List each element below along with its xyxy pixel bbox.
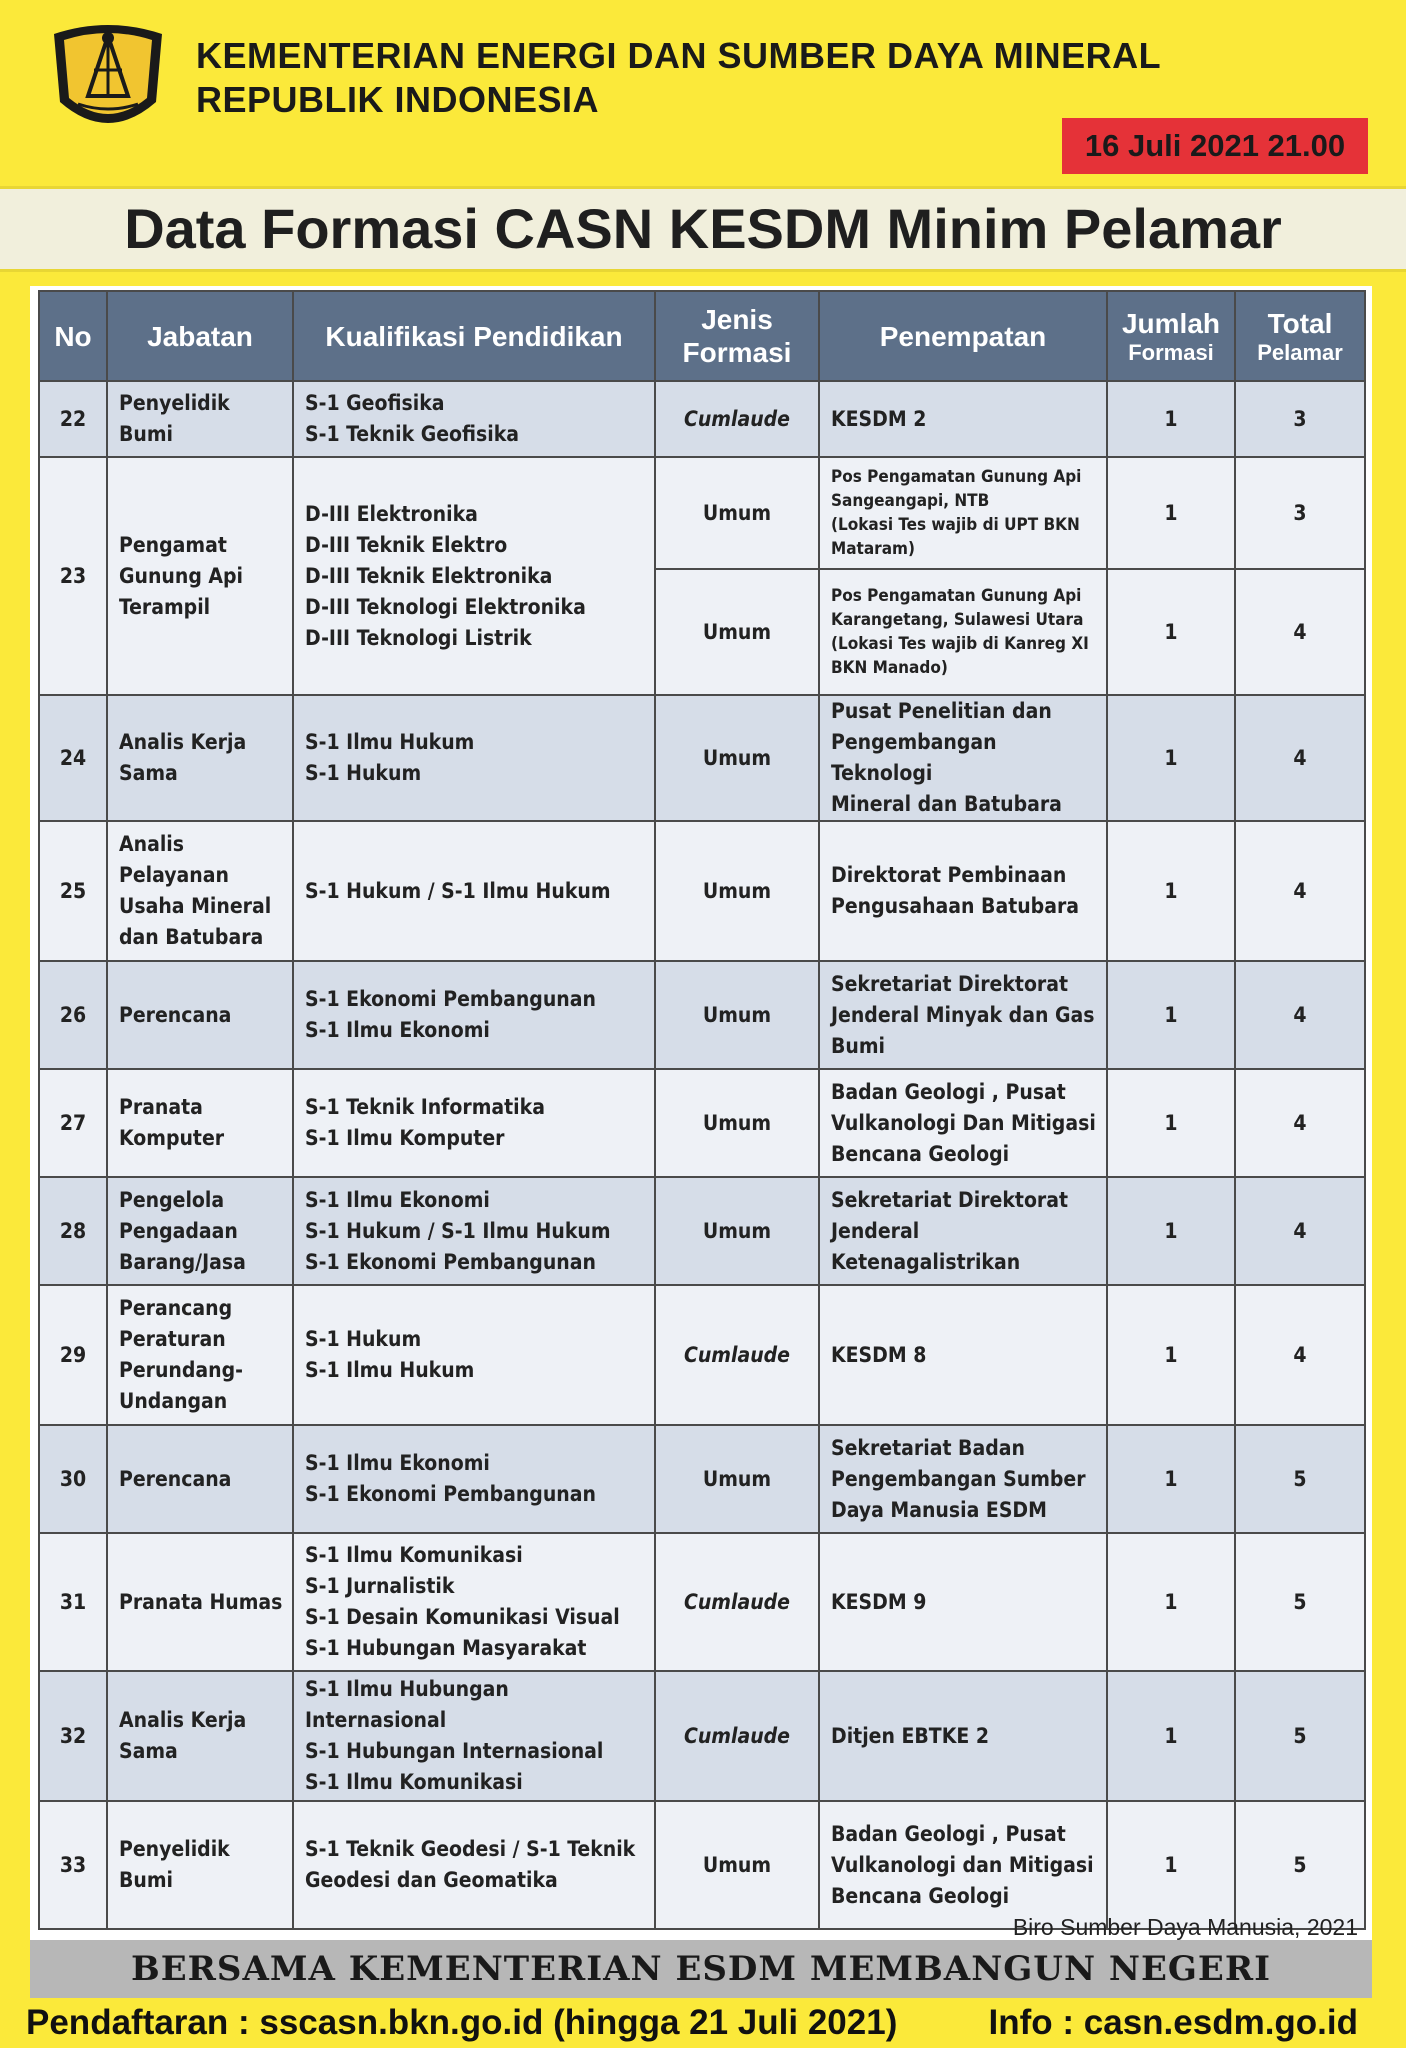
cell-kualifikasi — [293, 695, 655, 821]
cell-penempatan-line: Direktorat Pembinaan — [831, 863, 1067, 887]
cell-jenis-formasi-line: Cumlaude — [683, 1342, 790, 1367]
table-row — [39, 821, 1365, 961]
cell-penempatan-line: Sekretariat Badan — [831, 1435, 1025, 1460]
cell-jabatan-line: Perundang- — [119, 1358, 243, 1382]
cell-jabatan-line: Barang/Jasa — [119, 1249, 246, 1274]
cell-kualifikasi — [293, 961, 655, 1069]
cell-jenis-formasi-line: Umum — [702, 1110, 772, 1135]
header-jenis-formasi: Jenis Formasi — [655, 291, 819, 381]
cell-penempatan-line: KESDM 9 — [831, 1589, 927, 1614]
cell-kualifikasi — [293, 1069, 655, 1177]
cell-kualifikasi-line: S-1 Hukum / S-1 Ilmu Hukum — [305, 1218, 611, 1243]
cell-penempatan-line: Mataram) — [831, 539, 915, 559]
cell-jumlah-formasi — [1107, 457, 1235, 569]
cell-total-pelamar-line: 5 — [1293, 1466, 1307, 1491]
cell-kualifikasi-line: S-1 Ilmu Hukum — [305, 730, 475, 754]
cell-jabatan-line: Bumi — [119, 1868, 174, 1892]
cell-no — [39, 961, 107, 1069]
cell-no — [39, 1801, 107, 1929]
cell-total-pelamar-line: 3 — [1293, 500, 1307, 525]
cell-no-line: 31 — [59, 1589, 87, 1614]
header-kualifikasi: Kualifikasi Pendidikan — [293, 291, 655, 381]
cell-jabatan — [107, 695, 293, 821]
cell-kualifikasi — [293, 457, 655, 695]
cell-jabatan-line: Pranata Humas — [119, 1589, 283, 1614]
cell-kualifikasi-line: S-1 Jurnalistik — [305, 1574, 455, 1598]
cell-kualifikasi — [293, 381, 655, 457]
cell-total-pelamar-line: 5 — [1293, 1852, 1307, 1877]
table-panel — [30, 286, 1372, 1940]
cell-jumlah-formasi — [1107, 1533, 1235, 1671]
cell-jumlah-formasi — [1107, 961, 1235, 1069]
cell-jabatan-line: Bumi — [119, 422, 174, 446]
cell-jumlah-formasi — [1107, 821, 1235, 961]
cell-jenis-formasi-line: Umum — [702, 745, 772, 770]
cell-kualifikasi — [293, 821, 655, 961]
cell-jabatan-line: Perancang — [119, 1296, 233, 1320]
cell-jabatan — [107, 381, 293, 457]
cell-total-pelamar — [1235, 1177, 1365, 1285]
cell-total-pelamar-line: 4 — [1293, 878, 1307, 903]
cell-total-pelamar-line: 3 — [1293, 406, 1307, 431]
cell-total-pelamar — [1235, 1069, 1365, 1177]
cell-kualifikasi-line: S-1 Ilmu Ekonomi — [305, 1018, 490, 1042]
cell-penempatan-line: Badan Geologi , Pusat — [831, 1821, 1066, 1846]
table-row — [39, 1425, 1365, 1533]
info-link: Info : casn.esdm.go.id — [988, 2003, 1358, 2042]
cell-jabatan-line: Pengelola — [119, 1187, 225, 1212]
cell-jabatan — [107, 1285, 293, 1425]
cell-penempatan — [819, 457, 1107, 569]
table-row — [39, 457, 1365, 569]
ministry-name — [196, 34, 1161, 122]
cell-jumlah-formasi-line: 1 — [1164, 745, 1178, 770]
cell-penempatan — [819, 961, 1107, 1069]
cell-penempatan-line: Sekretariat Direktorat — [831, 1187, 1069, 1212]
cell-kualifikasi-line: S-1 Ilmu Hukum — [305, 1358, 475, 1382]
cell-penempatan-line: KESDM 8 — [831, 1342, 927, 1367]
cell-jabatan-line: Sama — [119, 761, 178, 785]
cell-jenis-formasi-line: Umum — [702, 878, 772, 903]
cell-penempatan — [819, 1533, 1107, 1671]
cell-jumlah-formasi — [1107, 695, 1235, 821]
cell-jumlah-formasi — [1107, 1285, 1235, 1425]
cell-kualifikasi-line: S-1 Ilmu Komunikasi — [305, 1543, 523, 1567]
cell-jenis-formasi-line: Umum — [702, 500, 772, 525]
cell-total-pelamar — [1235, 1425, 1365, 1533]
cell-kualifikasi-line: S-1 Teknik Informatika — [305, 1095, 545, 1119]
cell-jabatan — [107, 1801, 293, 1929]
cell-penempatan-line: Badan Geologi , Pusat — [831, 1079, 1066, 1104]
cell-total-pelamar — [1235, 1671, 1365, 1801]
header-penempatan: Penempatan — [819, 291, 1107, 381]
table-row — [39, 961, 1365, 1069]
header-jumlah-formasi: Jumlah Formasi — [1107, 291, 1235, 381]
cell-no-line: 22 — [59, 406, 87, 431]
cell-penempatan — [819, 1425, 1107, 1533]
cell-jenis-formasi-line: Umum — [702, 619, 772, 644]
table-row — [39, 1671, 1365, 1801]
cell-penempatan-line: Pusat Penelitian dan — [831, 699, 1052, 723]
cell-jumlah-formasi — [1107, 1069, 1235, 1177]
cell-total-pelamar — [1235, 381, 1365, 457]
formation-table — [38, 290, 1366, 1930]
cell-no — [39, 457, 107, 695]
cell-jenis-formasi — [655, 1801, 819, 1929]
cell-jabatan-line: Penyelidik — [119, 1837, 230, 1861]
cell-total-pelamar — [1235, 457, 1365, 569]
cell-jabatan — [107, 961, 293, 1069]
cell-jabatan-line: Peraturan — [119, 1327, 226, 1351]
slogan-bar: BERSAMA KEMENTERIAN ESDM MEMBANGUN NEGERI — [30, 1940, 1372, 1998]
cell-no — [39, 821, 107, 961]
cell-kualifikasi-line: S-1 Ilmu Komputer — [305, 1126, 505, 1150]
cell-jenis-formasi — [655, 1533, 819, 1671]
esdm-logo-icon — [44, 14, 172, 142]
cell-no-line: 24 — [59, 745, 87, 770]
table-row — [39, 1801, 1365, 1929]
cell-jenis-formasi-line: Umum — [702, 1466, 772, 1491]
cell-jabatan — [107, 1671, 293, 1801]
cell-jumlah-formasi — [1107, 1425, 1235, 1533]
cell-no-line: 27 — [59, 1110, 87, 1135]
page-title: Data Formasi CASN KESDM Minim Pelamar — [124, 197, 1282, 260]
cell-penempatan — [819, 1177, 1107, 1285]
cell-penempatan-line: Daya Manusia ESDM — [831, 1497, 1047, 1522]
cell-no — [39, 1425, 107, 1533]
cell-kualifikasi-line: S-1 Hukum — [305, 1327, 422, 1351]
cell-kualifikasi-line: D-III Elektronika — [305, 501, 478, 526]
cell-jabatan-line: Undangan — [119, 1389, 228, 1413]
cell-total-pelamar-line: 4 — [1293, 1002, 1307, 1027]
cell-jumlah-formasi — [1107, 1801, 1235, 1929]
cell-penempatan-line: Jenderal Minyak dan Gas — [831, 1002, 1095, 1027]
cell-penempatan-line: Jenderal — [831, 1218, 920, 1243]
cell-jumlah-formasi-line: 1 — [1164, 1589, 1178, 1614]
table-row — [39, 695, 1365, 821]
cell-jenis-formasi — [655, 821, 819, 961]
cell-total-pelamar — [1235, 1285, 1365, 1425]
cell-total-pelamar-line: 4 — [1293, 745, 1307, 770]
cell-jenis-formasi — [655, 1285, 819, 1425]
cell-jenis-formasi — [655, 569, 819, 695]
cell-kualifikasi-line: S-1 Ekonomi Pembangunan — [305, 1249, 596, 1274]
cell-no-line: 26 — [59, 1002, 87, 1027]
cell-jenis-formasi — [655, 457, 819, 569]
cell-kualifikasi — [293, 1801, 655, 1929]
cell-kualifikasi-line: D-III Teknologi Elektronika — [305, 594, 586, 619]
cell-jabatan-line: Analis Kerja — [119, 1708, 247, 1732]
cell-total-pelamar — [1235, 1533, 1365, 1671]
cell-no — [39, 1533, 107, 1671]
cell-penempatan-line: (Lokasi Tes wajib di Kanreg XI — [831, 634, 1089, 654]
cell-no-line: 28 — [59, 1218, 87, 1243]
cell-penempatan — [819, 1671, 1107, 1801]
cell-jumlah-formasi-line: 1 — [1164, 406, 1178, 431]
cell-jabatan-line: Sama — [119, 1739, 178, 1763]
cell-penempatan-line: Ditjen EBTKE 2 — [831, 1723, 989, 1748]
cell-no — [39, 381, 107, 457]
cell-jabatan-line: Gunung Api — [119, 563, 244, 588]
cell-no — [39, 1069, 107, 1177]
table-row — [39, 1533, 1365, 1671]
cell-penempatan — [819, 821, 1107, 961]
cell-kualifikasi-line: S-1 Hukum — [305, 761, 422, 785]
cell-no-line: 25 — [59, 878, 87, 903]
ministry-line2: REPUBLIK INDONESIA — [196, 79, 600, 120]
cell-kualifikasi-line: D-III Teknologi Listrik — [305, 625, 532, 650]
cell-jenis-formasi-line: Umum — [702, 1002, 772, 1027]
cell-no-line: 29 — [59, 1342, 87, 1367]
cell-kualifikasi-line: S-1 Hubungan Masyarakat — [305, 1636, 587, 1660]
table-row — [39, 1069, 1365, 1177]
cell-kualifikasi — [293, 1177, 655, 1285]
cell-penempatan-line: (Lokasi Tes wajib di UPT BKN — [831, 515, 1080, 535]
cell-total-pelamar — [1235, 569, 1365, 695]
cell-jumlah-formasi-line: 1 — [1164, 1723, 1178, 1748]
table-body — [39, 381, 1365, 1929]
cell-penempatan-line: Pengusahaan Batubara — [831, 894, 1080, 918]
cell-penempatan-line: Sekretariat Direktorat — [831, 971, 1069, 996]
cell-no-line: 33 — [59, 1852, 87, 1877]
cell-total-pelamar-line: 4 — [1293, 1218, 1307, 1243]
cell-jumlah-formasi-line: 1 — [1164, 619, 1178, 644]
cell-kualifikasi-line: S-1 Teknik Geodesi / S-1 Teknik — [305, 1837, 636, 1861]
cell-total-pelamar-line: 4 — [1293, 1110, 1307, 1135]
cell-jabatan-line: Analis Kerja — [119, 730, 247, 754]
cell-penempatan-line: Pengembangan Teknologi — [831, 730, 997, 785]
cell-penempatan — [819, 381, 1107, 457]
cell-jabatan-line: Usaha Mineral — [119, 894, 272, 918]
cell-penempatan — [819, 1285, 1107, 1425]
cell-jumlah-formasi-line: 1 — [1164, 500, 1178, 525]
header-no: No — [39, 291, 107, 381]
cell-total-pelamar — [1235, 1801, 1365, 1929]
cell-jabatan — [107, 1425, 293, 1533]
cell-jumlah-formasi — [1107, 569, 1235, 695]
cell-no — [39, 1285, 107, 1425]
cell-jumlah-formasi-line: 1 — [1164, 1110, 1178, 1135]
cell-jumlah-formasi — [1107, 381, 1235, 457]
cell-penempatan-line: Ketenagalistrikan — [831, 1249, 1021, 1274]
cell-total-pelamar-line: 5 — [1293, 1723, 1307, 1748]
cell-jenis-formasi-line: Umum — [702, 1218, 772, 1243]
cell-penempatan-line: Pos Pengamatan Gunung Api — [831, 586, 1082, 606]
cell-jumlah-formasi — [1107, 1177, 1235, 1285]
cell-penempatan-line: Bumi — [831, 1033, 886, 1058]
cell-penempatan-line: Karangetang, Sulawesi Utara — [831, 610, 1084, 630]
cell-kualifikasi-line: S-1 Hubungan Internasional — [305, 1739, 604, 1763]
cell-jenis-formasi — [655, 1671, 819, 1801]
cell-penempatan-line: Sangeangapi, NTB — [831, 491, 990, 511]
cell-jumlah-formasi-line: 1 — [1164, 878, 1178, 903]
cell-total-pelamar — [1235, 821, 1365, 961]
cell-kualifikasi-line: S-1 Ilmu Hubungan Internasional — [305, 1677, 509, 1732]
table-row — [39, 381, 1365, 457]
cell-penempatan-line: Pos Pengamatan Gunung Api — [831, 467, 1082, 487]
cell-penempatan — [819, 695, 1107, 821]
cell-total-pelamar — [1235, 695, 1365, 821]
cell-no — [39, 695, 107, 821]
cell-jabatan — [107, 457, 293, 695]
cell-jabatan-line: Perencana — [119, 1466, 232, 1491]
cell-penempatan-line: Bencana Geologi — [831, 1141, 1010, 1166]
cell-jenis-formasi — [655, 381, 819, 457]
cell-jumlah-formasi-line: 1 — [1164, 1002, 1178, 1027]
cell-jumlah-formasi-line: 1 — [1164, 1342, 1178, 1367]
cell-jenis-formasi — [655, 1425, 819, 1533]
cell-jabatan — [107, 1177, 293, 1285]
cell-jumlah-formasi — [1107, 1671, 1235, 1801]
cell-penempatan — [819, 1069, 1107, 1177]
cell-kualifikasi — [293, 1533, 655, 1671]
cell-total-pelamar-line: 5 — [1293, 1589, 1307, 1614]
cell-kualifikasi-line: S-1 Ekonomi Pembangunan — [305, 987, 596, 1011]
cell-no-line: 23 — [59, 563, 87, 588]
cell-no — [39, 1177, 107, 1285]
cell-jabatan-line: dan Batubara — [119, 925, 264, 949]
cell-kualifikasi-line: D-III Teknik Elektronika — [305, 563, 553, 588]
cell-kualifikasi-line: S-1 Ekonomi Pembangunan — [305, 1482, 596, 1506]
cell-jenis-formasi-line: Cumlaude — [683, 1589, 790, 1614]
header-total-pelamar: Total Pelamar — [1235, 291, 1365, 381]
cell-jabatan-line: Terampil — [119, 594, 211, 619]
cell-jenis-formasi-line: Cumlaude — [683, 1723, 790, 1748]
cell-penempatan-line: BKN Manado) — [831, 658, 948, 678]
cell-no-line: 32 — [59, 1723, 87, 1748]
cell-kualifikasi-line: D-III Teknik Elektro — [305, 532, 508, 557]
cell-no-line: 30 — [59, 1466, 87, 1491]
cell-jumlah-formasi-line: 1 — [1164, 1852, 1178, 1877]
source-note: Biro Sumber Daya Manusia, 2021 — [1012, 1914, 1358, 1940]
cell-penempatan — [819, 1801, 1107, 1929]
cell-jabatan-line: Pelayanan — [119, 863, 229, 887]
cell-penempatan-line: Bencana Geologi — [831, 1883, 1010, 1908]
cell-jenis-formasi — [655, 1069, 819, 1177]
cell-penempatan-line: Vulkanologi dan Mitigasi — [831, 1852, 1094, 1877]
cell-no — [39, 1671, 107, 1801]
cell-kualifikasi-line: S-1 Geofisika — [305, 391, 445, 415]
cell-kualifikasi-line: S-1 Ilmu Komunikasi — [305, 1770, 523, 1794]
cell-total-pelamar-line: 4 — [1293, 619, 1307, 644]
title-bar — [0, 186, 1406, 272]
cell-kualifikasi-line: S-1 Teknik Geofisika — [305, 422, 520, 446]
cell-kualifikasi — [293, 1425, 655, 1533]
ministry-line1: KEMENTERIAN ENERGI DAN SUMBER DAYA MINERAL — [196, 35, 1162, 76]
cell-jabatan — [107, 1533, 293, 1671]
cell-jabatan-line: Komputer — [119, 1126, 225, 1150]
cell-jumlah-formasi-line: 1 — [1164, 1218, 1178, 1243]
cell-jenis-formasi — [655, 961, 819, 1069]
cell-penempatan-line: Pengembangan Sumber — [831, 1466, 1086, 1491]
header-jabatan: Jabatan — [107, 291, 293, 381]
cell-jabatan-line: Pranata — [119, 1095, 203, 1119]
cell-total-pelamar — [1235, 961, 1365, 1069]
cell-kualifikasi-line: S-1 Ilmu Ekonomi — [305, 1451, 490, 1475]
date-badge: 16 Juli 2021 21.00 — [1062, 118, 1368, 174]
registration-info: Pendaftaran : sscasn.bkn.go.id (hingga 21 Juli 2021) — [26, 2003, 898, 2042]
table-row — [39, 1177, 1365, 1285]
cell-jabatan — [107, 821, 293, 961]
cell-kualifikasi-line: S-1 Ilmu Ekonomi — [305, 1187, 490, 1212]
cell-jabatan-line: Pengadaan — [119, 1218, 238, 1243]
cell-kualifikasi — [293, 1285, 655, 1425]
table-header-row — [39, 291, 1365, 381]
cell-jenis-formasi-line: Cumlaude — [683, 406, 790, 431]
cell-jabatan-line: Pengamat — [119, 532, 227, 557]
cell-jabatan-line: Perencana — [119, 1002, 232, 1027]
cell-kualifikasi-line: S-1 Hukum / S-1 Ilmu Hukum — [305, 878, 611, 903]
cell-kualifikasi-line: S-1 Desain Komunikasi Visual — [305, 1605, 620, 1629]
cell-jenis-formasi — [655, 695, 819, 821]
cell-jenis-formasi — [655, 1177, 819, 1285]
cell-jenis-formasi-line: Umum — [702, 1852, 772, 1877]
cell-kualifikasi — [293, 1671, 655, 1801]
cell-jabatan — [107, 1069, 293, 1177]
cell-penempatan — [819, 569, 1107, 695]
cell-jabatan-line: Penyelidik — [119, 391, 230, 415]
cell-penempatan-line: KESDM 2 — [831, 406, 927, 431]
cell-total-pelamar-line: 4 — [1293, 1342, 1307, 1367]
cell-jumlah-formasi-line: 1 — [1164, 1466, 1178, 1491]
cell-penempatan-line: Mineral dan Batubara — [831, 792, 1062, 816]
cell-kualifikasi-line: Geodesi dan Geomatika — [305, 1868, 558, 1892]
table-row — [39, 1285, 1365, 1425]
cell-penempatan-line: Vulkanologi Dan Mitigasi — [831, 1110, 1096, 1135]
header — [0, 0, 1406, 190]
cell-jabatan-line: Analis — [119, 832, 185, 856]
